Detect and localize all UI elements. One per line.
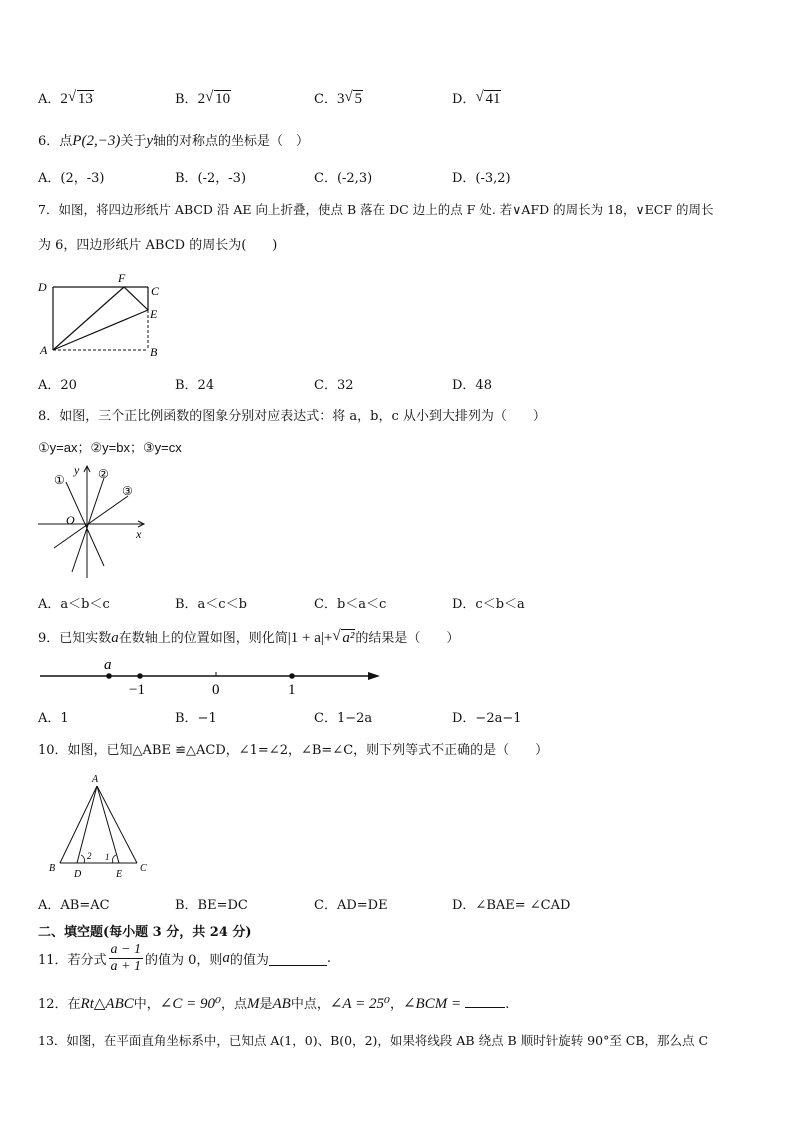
q6-option-b[interactable]: B．(-2，-3) [175, 171, 247, 186]
q12-answer-blank[interactable] [465, 993, 505, 1008]
q9-axis-arrow [368, 672, 380, 680]
q7-label-e: E [150, 307, 158, 321]
q9-label-neg1: −1 [129, 682, 145, 698]
q8-label-o: O [66, 513, 75, 527]
q7-segment-ae [53, 310, 148, 350]
q5-option-c[interactable]: C．3 √ 5 [314, 89, 362, 107]
q7-option-c[interactable]: C．32 [314, 378, 354, 393]
q10-stem: 10．如图，已知△ABE ≌△ACD，∠1=∠2，∠B=∠C，则下列等式不正确的是（ ） [38, 743, 549, 758]
q10-option-d[interactable]: D．∠BAE= ∠CAD [452, 898, 571, 913]
q10-angle-1-arc [112, 855, 116, 863]
q9-option-a[interactable]: A．1 [38, 711, 69, 726]
q7-label-d: D [38, 280, 47, 294]
q8-label-2: ② [98, 467, 109, 481]
q7-label-a: A [40, 343, 48, 357]
q7-option-d[interactable]: D．48 [452, 378, 492, 393]
q6-option-a[interactable]: A．(2，-3) [38, 171, 105, 186]
q5-options [38, 88, 758, 110]
q9-label-0: 0 [212, 682, 220, 698]
q8-label-1: ① [54, 473, 65, 487]
q10-options [38, 894, 758, 916]
q9-options [38, 707, 758, 729]
q10-label-c: C [140, 863, 147, 874]
q8-options [38, 593, 758, 615]
q7-label-b: B [150, 345, 158, 359]
q11-answer-blank[interactable] [269, 951, 327, 966]
q9-option-b[interactable]: B．−1 [175, 711, 217, 726]
q8-option-a[interactable]: A．a＜b＜c [38, 597, 110, 612]
q11-stem: 11．若分式 $\frac{a - 1}{a + 1}$ 的值为 0，则 a 的值为 . [38, 941, 332, 974]
q8-option-c[interactable]: C．b＜a＜c [314, 597, 387, 612]
q7-segment-af [53, 287, 124, 350]
q7-segment-fe [124, 287, 148, 310]
q10-option-a[interactable]: A．AB=AC [38, 898, 110, 913]
q9-option-c[interactable]: C．1−2a [314, 711, 373, 726]
q8-stem-line2: ①y=ax；②y=bx；③y=cx [38, 440, 182, 455]
q10-label-d: D [74, 869, 82, 880]
q9-label-a: a [104, 657, 112, 673]
section-2-heading: 二、填空题(每小题 3 分，共 24 分) [38, 925, 252, 940]
q7-option-b[interactable]: B．24 [175, 378, 215, 393]
q8-label-x: x [136, 527, 142, 541]
q10-side-ac [97, 786, 137, 863]
q10-label-2: 2 [87, 851, 92, 861]
q7-label-f: F [118, 271, 126, 285]
q9-point-1 [289, 673, 295, 679]
q6-options [38, 167, 758, 189]
q5-option-d[interactable]: D． √ 41 [452, 89, 501, 107]
q9-number-line [36, 654, 386, 698]
q9-point-neg1 [137, 673, 143, 679]
q9-option-d[interactable]: D．−2a−1 [452, 711, 522, 726]
q9-stem: 9．已知实数a在数轴上的位置如图，则化简|1 + a|+ √ a²的结果是（ ） [38, 628, 460, 646]
q8-line-2 [72, 478, 104, 572]
q7-options [38, 374, 758, 396]
q8-figure [36, 458, 156, 582]
q10-angle-2-arc [81, 855, 85, 863]
q11-fraction: $\frac{a - 1}{a + 1}$ [110, 941, 141, 974]
q7-label-c: C [151, 284, 160, 298]
q5-option-a[interactable]: A．2 √ 13 [38, 89, 93, 107]
q6-stem: 6．点P(2,−3)关于y轴的对称点的坐标是（ ） [38, 133, 310, 149]
q6-option-d[interactable]: D．(-3,2) [452, 171, 511, 186]
q10-figure [44, 770, 164, 882]
q8-label-3: ③ [122, 484, 133, 498]
q10-label-1: 1 [105, 852, 110, 862]
q9-label-1: 1 [288, 682, 296, 698]
q9-point-a [106, 673, 112, 679]
q6-option-c[interactable]: C．(-2,3) [314, 171, 373, 186]
q8-option-b[interactable]: B．a＜c＜b [175, 597, 247, 612]
q10-label-a: A [92, 774, 99, 785]
q7-figure [36, 270, 166, 362]
q5-option-b[interactable]: B．2 √ 10 [175, 89, 231, 107]
q10-label-b: B [49, 863, 56, 874]
q7-stem-line2: 为 6，四边形纸片 ABCD 的周长为( ) [38, 238, 278, 253]
q10-label-e: E [116, 869, 123, 880]
q10-option-b[interactable]: B．BE=DC [175, 898, 248, 913]
q13-stem-line1: 13．如图，在平面直角坐标系中，已知点 A(1，0)、B(0，2)，如果将线段 AB 绕点 B 顺时针旋转 90°至 CB，那么点 C [38, 1033, 709, 1048]
q8-stem-line1: 8．如图，三个正比例函数的图象分别对应表达式：将 a，b，c 从小到大排列为（ ） [38, 409, 546, 424]
q12-stem: 12．在Rt△ABC中，∠C = 90⁰，点M是AB中点，∠A = 25⁰，∠BCM = . [38, 993, 509, 1013]
q7-option-a[interactable]: A．20 [38, 378, 77, 393]
q8-option-d[interactable]: D．c＜b＜a [452, 597, 525, 612]
q7-stem-line1: 7．如图，将四边形纸片 ABCD 沿 AE 向上折叠，使点 B 落在 DC 边上的点 F 处. 若∨AFD 的周长为 18，∨ECF 的周长 [38, 202, 714, 217]
q8-label-y: y [74, 463, 80, 477]
q10-option-c[interactable]: C．AD=DE [314, 898, 388, 913]
